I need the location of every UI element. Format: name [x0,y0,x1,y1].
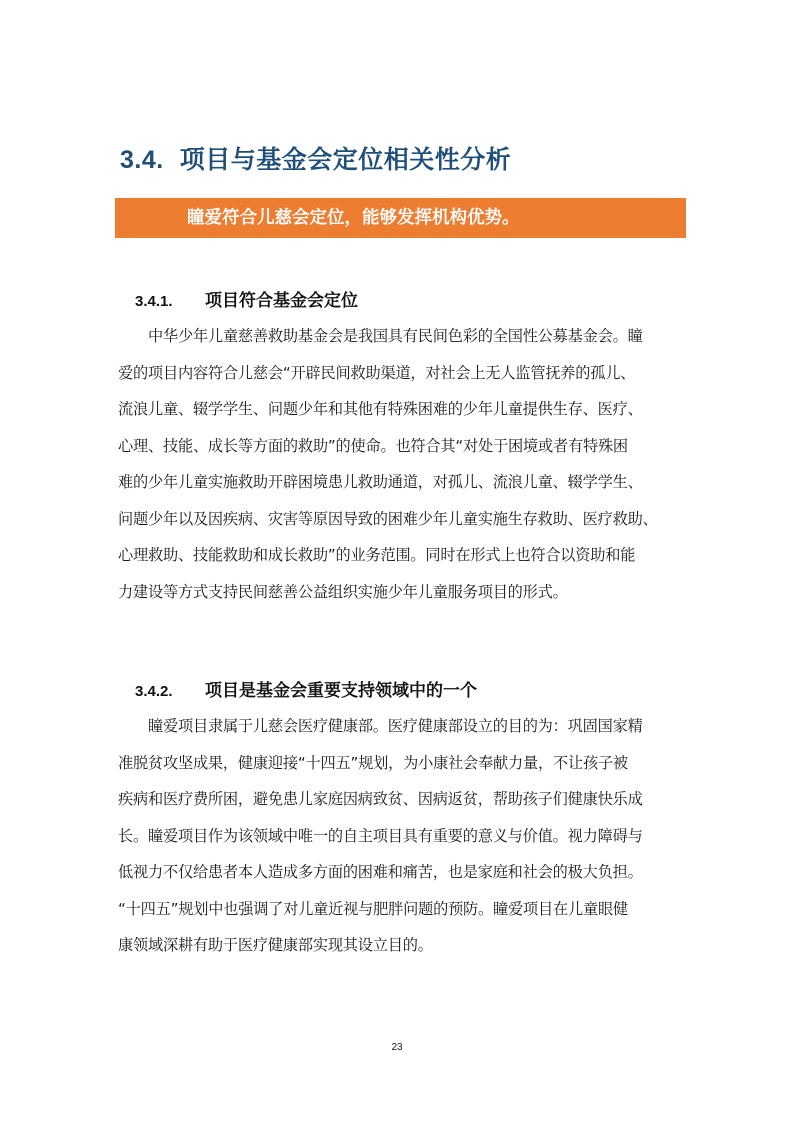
paragraph-line: 心理救助、技能救助和成长救助”的业务范围。同时在形式上也符合以资助和能 [118,546,636,564]
section-number: 3.4. [120,146,164,174]
subsection-title: 项目是基金会重要支持领域中的一个 [205,681,477,701]
paragraph-1 [118,318,690,610]
paragraph-line: 中华少年儿童慈善救助基金会是我国具有民间色彩的全国性公募基金会。瞳 [148,327,643,345]
highlight-banner [115,198,686,238]
paragraph-line: 心理、技能、成长等方面的救助”的使命。也符合其“对处于困境或者有特殊困 [118,436,628,455]
paragraph-line: 准脱贫攻坚成果，健康迎接“十四五”规划，为小康社会奉献力量，不让孩子被 [118,753,628,772]
page-number: 23 [391,1042,403,1053]
paragraph-line: 长。瞳爱项目作为该领域中唯一的自主项目具有重要的意义与价值。视力障碍与 [118,826,643,845]
paragraph-line: 问题少年以及因疾病、灾害等原因导致的困难少年儿童实施生存救助、医疗救助、 [118,509,658,528]
section-title: 项目与基金会定位相关性分析 [179,145,512,174]
paragraph-line: 疾病和医疗费所困，避免患儿家庭因病致贫、因病返贫，帮助孩子们健康快乐成 [118,790,643,808]
subsection-title: 项目符合基金会定位 [205,291,358,311]
paragraph-line: 流浪儿童、辍学学生、问题少年和其他有特殊困难的少年儿童提供生存、医疗、 [118,400,643,418]
banner-text: 瞳爱符合儿慈会定位，能够发挥机构优势。 [187,208,520,228]
paragraph-line: “十四五”规划中也强调了对儿童近视与肥胖问题的预防。瞳爱项目在儿童眼健 [118,899,628,918]
paragraph-line: 难的少年儿童实施救助开辟困境患儿救助通道，对孤儿、流浪儿童、辍学学生、 [118,473,643,491]
paragraph-2 [118,708,690,964]
paragraph-line: 康领域深耕有助于医疗健康部实现其设立目的。 [118,936,433,954]
subsection-heading-1 [135,286,358,311]
paragraph-line: 爱的项目内容符合儿慈会“开辟民间救助渠道，对社会上无人监管抚养的孤儿、 [118,363,636,382]
section-heading [120,140,511,176]
subsection-number: 3.4.2. [135,683,173,700]
paragraph-line: 瞳爱项目隶属于儿慈会医疗健康部。医疗健康部设立的目的为：巩固国家精 [148,717,643,735]
subsection-number: 3.4.1. [135,293,173,310]
subsection-heading-2 [135,676,477,701]
paragraph-line: 低视力不仅给患者本人造成多方面的困难和痛苦，也是家庭和社会的极大负担。 [118,863,643,881]
paragraph-line: 力建设等方式支持民间慈善公益组织实施少年儿童服务项目的形式。 [118,582,568,601]
